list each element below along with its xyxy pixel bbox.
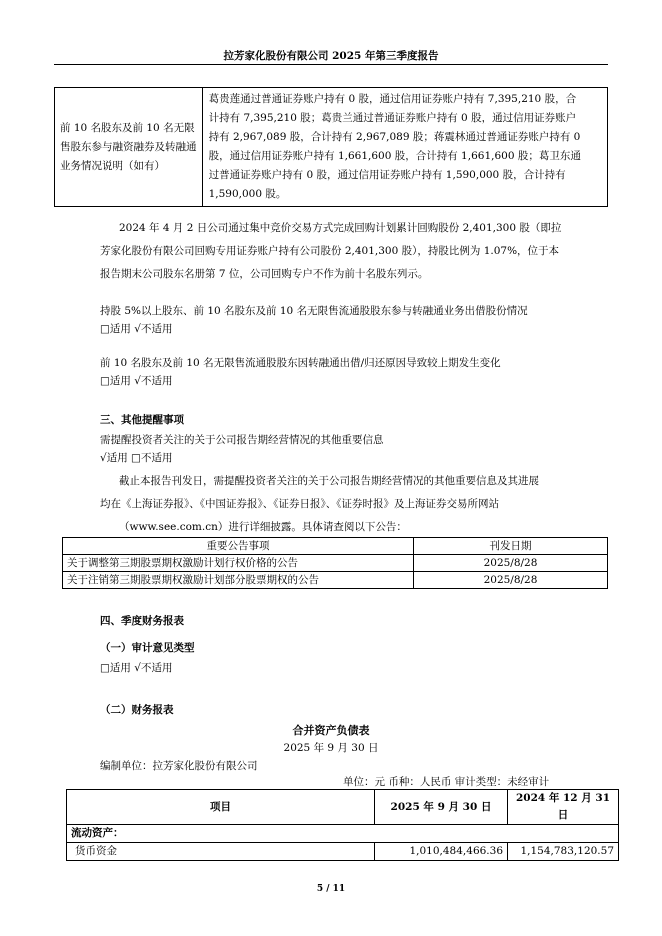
table-row [55,88,608,207]
note-label: 前 10 名股东及前 10 名无限售股东参与融资融券及转融通业务情况说明（如有） [55,88,203,207]
page-header: 拉芳家化股份有限公司 2025 年第三季度报告 [223,50,439,62]
q1-choice: □适用 √不适用 [100,323,173,335]
table-cell: 货币资金 [67,843,375,861]
table-header-row [67,790,619,825]
col-header: 重要公告事项 [63,538,414,555]
section-label: 流动资产： [67,825,619,843]
compiler-unit: 编制单位：拉芳家化股份有限公司 [100,760,258,772]
section3-title: 三、其他提醒事项 [100,414,184,426]
announcements-table [62,537,608,589]
note-line: 1,590,000 股。 [208,188,287,200]
section4-sub1-choice: □适用 √不适用 [100,662,173,674]
table-cell: 1,154,783,120.57 [508,843,619,861]
col-header: 2025 年 9 月 30 日 [375,790,508,825]
table-cell: 2025/8/28 [414,555,608,572]
balance-sheet-table [66,789,619,861]
table-cell: 关于注销第三期股票期权激励计划部分股票期权的公告 [63,572,414,589]
buyback-line: 芳家化股份有限公司回购专用证券账户持有公司股份 2,401,300 股），持股比例为 1.07%，位于本 [100,245,560,257]
units-line: 单位：元 币种：人民币 审计类型：未经审计 [343,776,550,788]
table-row [63,555,608,572]
buyback-line: 报告期末公司股东名册第 7 位，公司回购专户不作为前十名股东列示。 [100,268,429,280]
q1-text: 持股 5%以上股东、前 10 名股东及前 10 名无限售流通股股东参与转融通业务出借股份情况 [100,305,528,317]
q2-choice: □适用 √不适用 [100,375,173,387]
col-header: 项目 [67,790,375,825]
section3-line: （www.see.com.cn）进行详细披露。具体请查阅以下公告： [119,521,407,533]
table-cell: 1,010,484,466.36 [375,843,508,861]
buyback-paragraph [100,217,562,286]
section3-choice: √适用 □不适用 [100,452,173,464]
section3-line: 均在《上海证券报》、《中国证券报》、《证券日报》、《证券时报》及上海证券交易所网站 [100,498,499,510]
note-content [202,88,607,207]
section4-title: 四、季度财务报表 [100,615,184,627]
shareholder-note-table [54,87,608,207]
section3-line: 截止本报告刊发日，需提醒投资者关注的关于公司报告期经营情况的其他重要信息及其进展 [119,475,539,487]
q2-text: 前 10 名股东及前 10 名无限售流通股股东因转融通出借/归还原因导致较上期发生变化 [100,357,501,369]
table-row [67,825,619,843]
table-cell: 2025/8/28 [414,572,608,589]
table-header-row [63,538,608,555]
section4-sub2: （二）财务报表 [100,704,174,716]
balance-sheet-date: 2025 年 9 月 30 日 [283,742,379,754]
note-line: 葛贵莲通过普通证券账户持有 0 股，通过信用证券账户持有 7,395,210 股，合 [208,93,577,105]
note-line: 计持有 7,395,210 股；葛贵兰通过普通证券账户持有 0 股，通过信用证券账户 [208,112,577,124]
table-row [67,843,619,861]
balance-sheet-title: 合并资产负债表 [292,724,370,737]
note-line: 股，通过信用证券账户持有 1,661,600 股，合计持有 1,661,600 股；葛卫东通 [208,150,581,162]
col-header: 刊发日期 [414,538,608,555]
section3-paragraph [100,470,539,539]
header-rule [54,64,608,65]
table-cell: 关于调整第三期股票期权激励计划行权价格的公告 [63,555,414,572]
section4-sub1: （一）审计意见类型 [100,642,195,654]
col-header: 2024 年 12 月 31 日 [508,790,619,825]
page-number: 5 / 11 [316,884,346,894]
note-line: 过普通证券账户持有 0 股，通过信用证券账户持有 1,590,000 股，合计持有 [208,169,566,181]
note-line: 持有 2,967,089 股，合计持有 2,967,089 股；蒋震林通过普通证券账户持有 0 [208,131,581,143]
table-row [63,572,608,589]
buyback-line: 2024 年 4 月 2 日公司通过集中竞价交易方式完成回购计划累计回购股份 2,401,300 股（即拉 [119,222,562,234]
section3-text: 需提醒投资者关注的关于公司报告期经营情况的其他重要信息 [100,434,384,446]
